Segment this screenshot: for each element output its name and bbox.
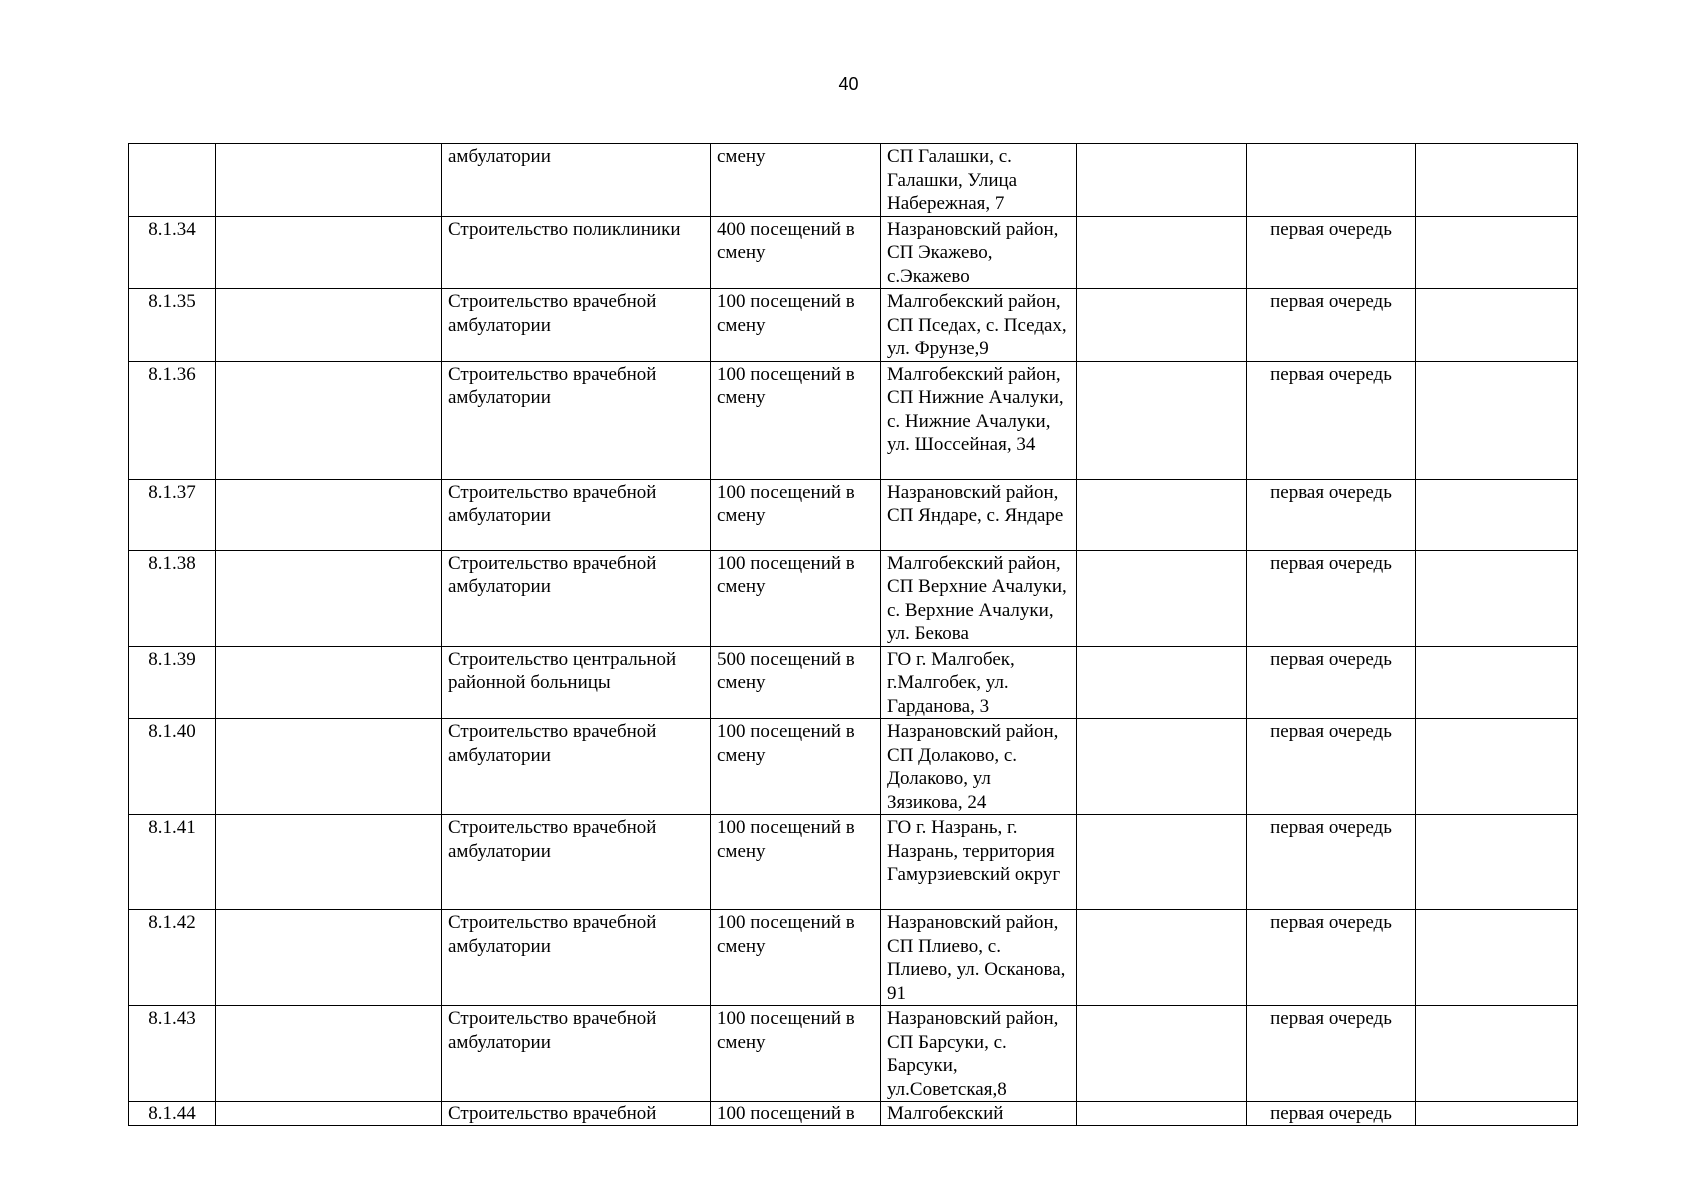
table-row — [129, 550, 1578, 646]
table-row — [129, 1102, 1578, 1126]
table-row — [129, 289, 1578, 362]
empty-cell — [1416, 479, 1578, 550]
empty-cell — [1077, 361, 1247, 479]
location-cell: ГО г. Малгобек, г.Малгобек, ул. Гарданова, 3 — [881, 646, 1077, 719]
row-number-cell: 8.1.40 — [129, 719, 216, 815]
row-number-cell: 8.1.44 — [129, 1102, 216, 1126]
empty-cell — [1077, 550, 1247, 646]
empty-cell — [1416, 361, 1578, 479]
capacity-cell: 100 посещений в смену — [711, 1006, 881, 1102]
empty-cell — [1416, 550, 1578, 646]
stage-cell: первая очередь — [1247, 289, 1416, 362]
stage-cell: первая очередь — [1247, 815, 1416, 910]
empty-cell — [1416, 1006, 1578, 1102]
empty-cell — [1077, 815, 1247, 910]
row-number-cell: 8.1.42 — [129, 910, 216, 1006]
capacity-cell: 100 посещений в смену — [711, 479, 881, 550]
stage-cell: первая очередь — [1247, 646, 1416, 719]
location-cell: Назрановский район, СП Яндаре, с. Яндаре — [881, 479, 1077, 550]
empty-cell — [1077, 1102, 1247, 1126]
page-number: 40 — [838, 74, 859, 94]
object-name-cell: Строительство врачебной амбулатории — [442, 361, 711, 479]
capacity-cell: 100 посещений в смену — [711, 550, 881, 646]
location-cell: СП Галашки, с. Галашки, Улица Набережная, 7 — [881, 144, 1077, 217]
stage-cell: первая очередь — [1247, 361, 1416, 479]
location-cell: Назрановский район, СП Долаково, с. Долаково, ул Зязикова, 24 — [881, 719, 1077, 815]
empty-cell — [216, 1006, 442, 1102]
capacity-cell: 400 посещений в смену — [711, 216, 881, 289]
capacity-cell: 100 посещений в смену — [711, 361, 881, 479]
empty-cell — [216, 1102, 442, 1126]
empty-cell — [1416, 646, 1578, 719]
empty-cell — [216, 550, 442, 646]
location-cell: Малгобекский район, СП Нижние Ачалуки, с. Нижние Ачалуки, ул. Шоссейная, 34 — [881, 361, 1077, 479]
empty-cell — [1416, 289, 1578, 362]
object-name-cell: Строительство поликлиники — [442, 216, 711, 289]
row-number-cell: 8.1.35 — [129, 289, 216, 362]
empty-cell — [1077, 289, 1247, 362]
objects-table — [128, 143, 1578, 1126]
object-name-cell: Строительство центральной районной больницы — [442, 646, 711, 719]
table-row — [129, 815, 1578, 910]
empty-cell — [1077, 216, 1247, 289]
capacity-cell: 100 посещений в смену — [711, 289, 881, 362]
table-row — [129, 910, 1578, 1006]
empty-cell — [1416, 1102, 1578, 1126]
stage-cell: первая очередь — [1247, 1102, 1416, 1126]
empty-cell — [1416, 815, 1578, 910]
empty-cell — [216, 646, 442, 719]
empty-cell — [1416, 910, 1578, 1006]
capacity-cell: 500 посещений в смену — [711, 646, 881, 719]
empty-cell — [1416, 216, 1578, 289]
object-name-cell: Строительство врачебной амбулатории — [442, 1006, 711, 1102]
empty-cell — [1416, 719, 1578, 815]
empty-cell — [1077, 646, 1247, 719]
location-cell: Назрановский район, СП Экажево, с.Экажево — [881, 216, 1077, 289]
table-row — [129, 144, 1578, 217]
row-number-cell: 8.1.41 — [129, 815, 216, 910]
capacity-cell: 100 посещений в смену — [711, 815, 881, 910]
empty-cell — [216, 815, 442, 910]
row-number-cell: 8.1.38 — [129, 550, 216, 646]
object-name-cell: Строительство врачебной амбулатории — [442, 479, 711, 550]
capacity-cell: 100 посещений в смену — [711, 910, 881, 1006]
row-number-cell: 8.1.43 — [129, 1006, 216, 1102]
object-name-cell: Строительство врачебной амбулатории — [442, 719, 711, 815]
stage-cell — [1247, 144, 1416, 217]
location-cell: Назрановский район, СП Плиево, с. Плиево, ул. Осканова, 91 — [881, 910, 1077, 1006]
row-number-cell: 8.1.34 — [129, 216, 216, 289]
row-number-cell — [129, 144, 216, 217]
table-row — [129, 361, 1578, 479]
capacity-cell: 100 посещений в — [711, 1102, 881, 1126]
object-name-cell: амбулатории — [442, 144, 711, 217]
stage-cell: первая очередь — [1247, 910, 1416, 1006]
object-name-cell: Строительство врачебной амбулатории — [442, 910, 711, 1006]
stage-cell: первая очередь — [1247, 216, 1416, 289]
object-name-cell: Строительство врачебной — [442, 1102, 711, 1126]
row-number-cell: 8.1.36 — [129, 361, 216, 479]
location-cell: Малгобекский район, СП Пседах, с. Пседах, ул. Фрунзе,9 — [881, 289, 1077, 362]
empty-cell — [216, 479, 442, 550]
row-number-cell: 8.1.39 — [129, 646, 216, 719]
table-row — [129, 719, 1578, 815]
empty-cell — [1077, 479, 1247, 550]
capacity-cell: 100 посещений в смену — [711, 719, 881, 815]
location-cell: Малгобекский — [881, 1102, 1077, 1126]
empty-cell — [216, 216, 442, 289]
table-row — [129, 646, 1578, 719]
empty-cell — [216, 289, 442, 362]
table-row — [129, 216, 1578, 289]
empty-cell — [216, 910, 442, 1006]
location-cell: Малгобекский район, СП Верхние Ачалуки, с. Верхние Ачалуки, ул. Бекова — [881, 550, 1077, 646]
empty-cell — [216, 144, 442, 217]
empty-cell — [216, 719, 442, 815]
object-name-cell: Строительство врачебной амбулатории — [442, 550, 711, 646]
table-row — [129, 479, 1578, 550]
empty-cell — [1077, 144, 1247, 217]
stage-cell: первая очередь — [1247, 479, 1416, 550]
row-number-cell: 8.1.37 — [129, 479, 216, 550]
empty-cell — [1077, 1006, 1247, 1102]
stage-cell: первая очередь — [1247, 719, 1416, 815]
location-cell: Назрановский район, СП Барсуки, с. Барсуки, ул.Советская,8 — [881, 1006, 1077, 1102]
empty-cell — [1077, 719, 1247, 815]
capacity-cell: смену — [711, 144, 881, 217]
object-name-cell: Строительство врачебной амбулатории — [442, 289, 711, 362]
stage-cell: первая очередь — [1247, 550, 1416, 646]
stage-cell: первая очередь — [1247, 1006, 1416, 1102]
empty-cell — [216, 361, 442, 479]
empty-cell — [1077, 910, 1247, 1006]
object-name-cell: Строительство врачебной амбулатории — [442, 815, 711, 910]
location-cell: ГО г. Назрань, г. Назрань, территория Гамурзиевский округ — [881, 815, 1077, 910]
empty-cell — [1416, 144, 1578, 217]
table-row — [129, 1006, 1578, 1102]
